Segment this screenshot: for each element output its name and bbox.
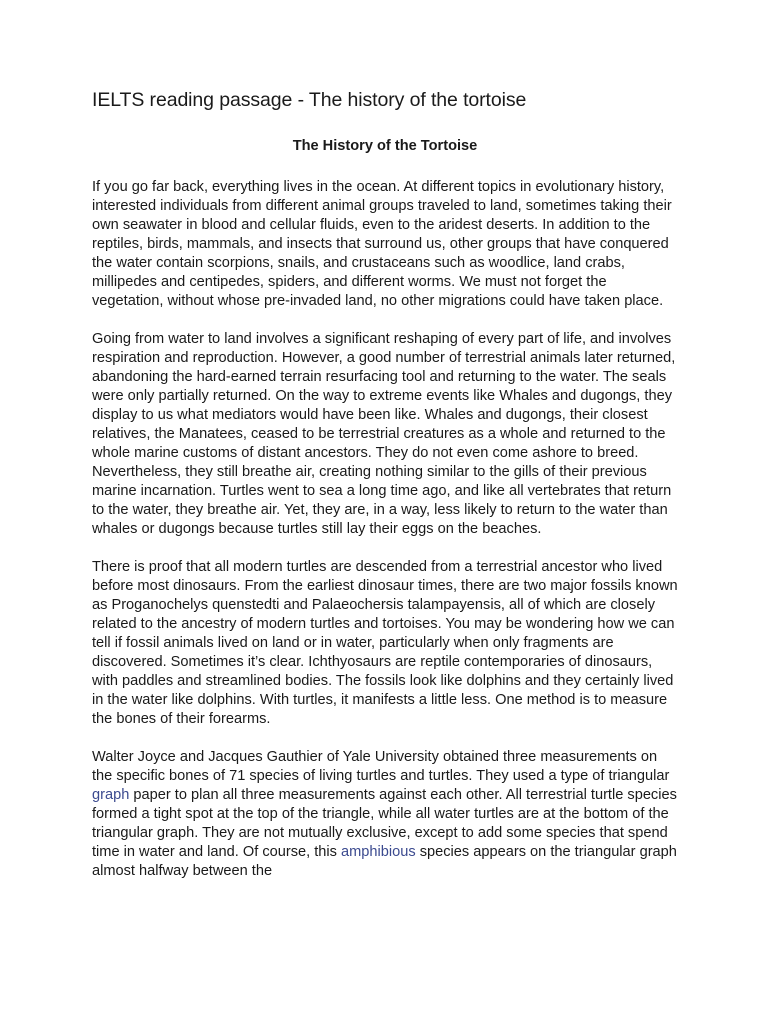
paragraph-1: If you go far back, everything lives in the ocean. At different topics in evolutionary history, interested individuals from different animal groups traveled to land, sometimes taking their own seawater in blood and cellular fluids, even to the aridest deserts. In addition to the reptiles, birds, mammals, and insects that surround us, other groups that have conquered the water contain scorpions, snails, and crustaceans such as woodlice, land crabs, millipedes and centipedes, spiders, and different worms. We must not forget the vegetation, without whose pre-invaded land, no other migrations could have taken place. [92, 179, 672, 309]
paragraph-2: Going from water to land involves a significant reshaping of every part of life, and involves respiration and reproduction. However, a good number of terrestrial animals later returned, abandoning the hard-earned terrain resurfacing tool and returning to the water. The seals were only partially returned. On the way to extreme events like Whales and dugongs, they display to us what mediators would have been like. Whales and dugongs, their closest relatives, the Manatees, ceased to be terrestrial creatures as a whole and returned to the whole marine customs of distant ancestors. They do not even come ashore to breed. Nevertheless, they still breathe air, creating nothing similar to the gills of their previous marine incarnation. Turtles went to sea a long time ago, and like all vertebrates that return to the water, they breathe air. Yet, they are, in a way, less likely to return to the water than whales or dugongs because turtles still lay their eggs on the beaches. [92, 331, 676, 537]
document-page [92, 86, 678, 900]
document-title: IELTS reading passage - The history of the tortoise [92, 89, 527, 111]
paragraph-4-part-1: Walter Joyce and Jacques Gauthier of Yale University obtained three measurements on the specific bones of 71 species of living turtles and turtles. They used a type of triangular [92, 749, 670, 784]
graph-link[interactable]: graph [92, 787, 130, 803]
passage-title: The History of the Tortoise [292, 138, 478, 154]
amphibious-link[interactable]: amphibious [341, 844, 416, 860]
paragraph-4-part-2: paper to plan all three measurements against each other. All terrestrial turtle species formed a tight spot at the top of the triangle, while all water turtles are at the bottom of the triangular graph. They are not mutually exclusive, except to add some species that spend time in water and land. Of course, this [92, 787, 677, 860]
paragraph-3: There is proof that all modern turtles are descended from a terrestrial ancestor who lived before most dinosaurs. From the earliest dinosaur times, there are two major fossils known as Proganochelys quenstedti and Palaeochersis talampayensis, all of which are closely related to the ancestry of modern turtles and tortoises. You may be wondering how we can tell if fossil animals lived on land or in water, particularly when only fragments are discovered. Sometimes it’s clear. Ichthyosaurs are reptile contemporaries of dinosaurs, with paddles and streamlined bodies. The fossils look like dolphins and they certainly lived in the water like dolphins. With turtles, it manifests a little less. One method is to measure the bones of their forearms. [92, 559, 678, 727]
paragraph-4 [92, 748, 678, 881]
paragraph-4-part-3: species appears on the triangular graph almost halfway between the [92, 844, 677, 879]
